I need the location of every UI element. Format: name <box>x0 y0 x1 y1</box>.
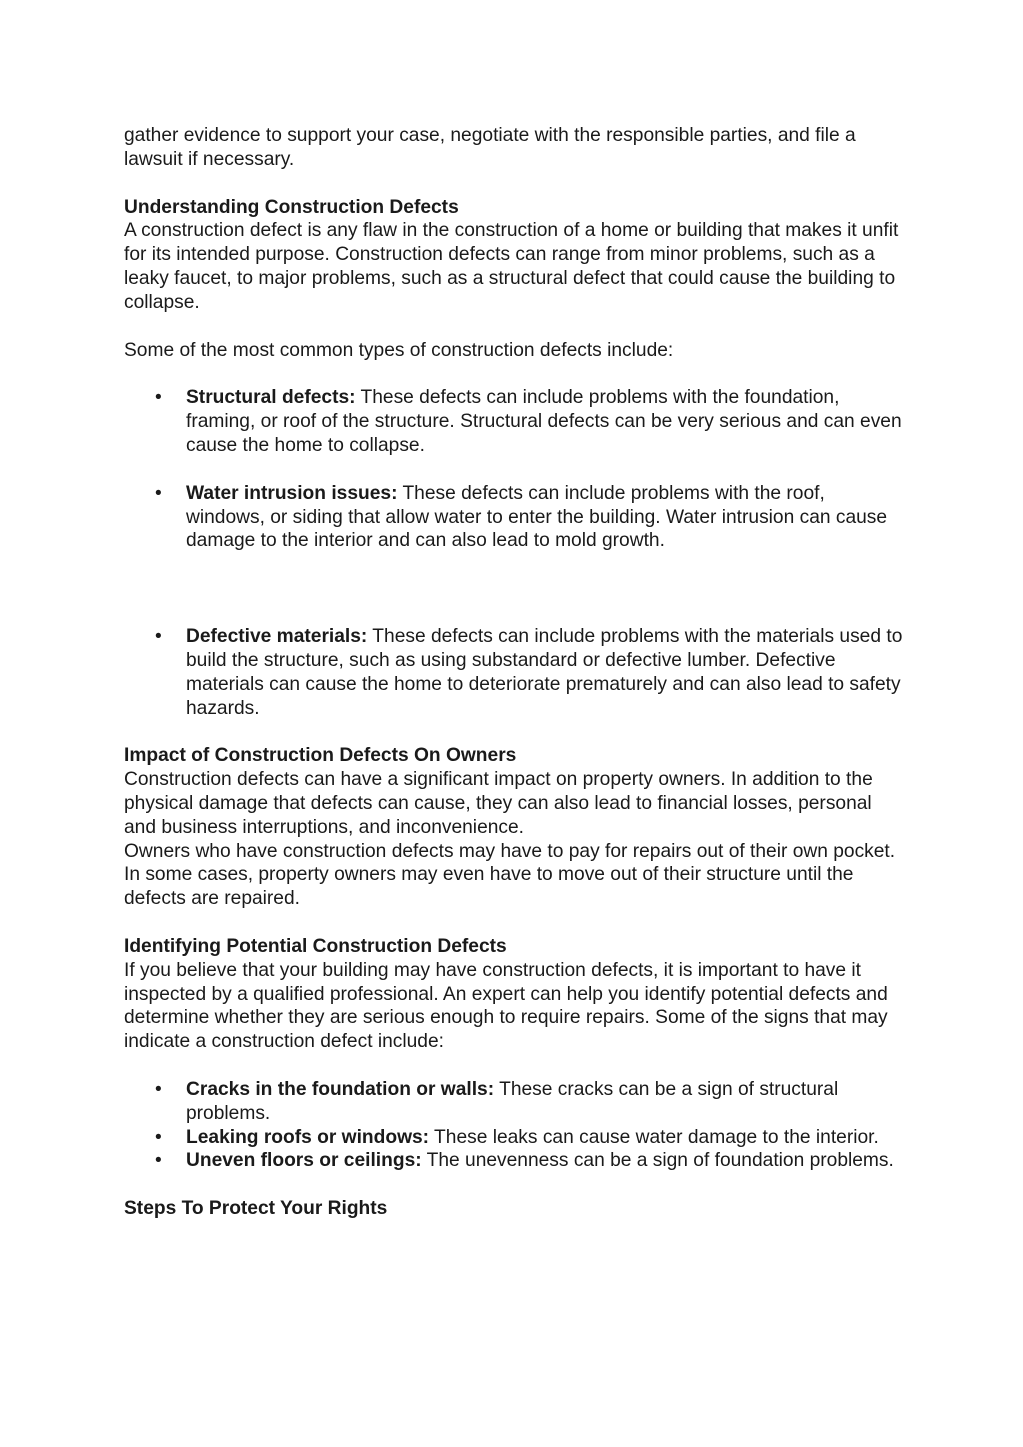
list-item <box>124 1126 904 1150</box>
list-item-text: These defects can include problems with the foundation, framing, or roof of the structure. Structural defects can be very serious and can even cause the home to collapse. <box>186 387 902 456</box>
list-item-text: These defects can include problems with the roof, windows, or siding that allow water to enter the building. Water intrusion can cause damage to the interior and can also lead to mold growth. <box>186 482 888 552</box>
list-item <box>124 1149 904 1173</box>
document-page <box>124 124 904 1221</box>
bullet-icon: • <box>155 387 162 409</box>
section-heading-identifying: Identifying Potential Construction Defects <box>124 935 507 957</box>
list-item-term: Cracks in the foundation or walls: <box>186 1078 495 1100</box>
list-item-term: Defective materials: <box>186 626 368 648</box>
bullet-icon: • <box>155 1078 162 1100</box>
list-item <box>124 386 904 457</box>
section-body-impact-2: Owners who have construction defects may have to pay for repairs out of their own pocket. In some cases, property owners may even have to move out of their structure until the defects are repaired. <box>124 840 896 910</box>
list-item <box>124 625 904 720</box>
list-item-text: These cracks can be a sign of structural problems. <box>186 1078 839 1124</box>
section-body-impact-1: Construction defects can have a significant impact on property owners. In addition to the physical damage that defects can cause, they can also lead to financial losses, personal and business interruptions, and inconvenience. <box>124 769 873 838</box>
list-item-term: Water intrusion issues: <box>186 482 398 504</box>
list-item-term: Leaking roofs or windows: <box>186 1126 430 1148</box>
defect-types-lead: Some of the most common types of construction defects include: <box>124 339 674 361</box>
section-heading-steps: Steps To Protect Your Rights <box>124 1198 388 1220</box>
intro-paragraph: gather evidence to support your case, negotiate with the responsible parties, and file a lawsuit if necessary. <box>124 125 856 170</box>
bullet-icon: • <box>155 1150 162 1172</box>
bullet-icon: • <box>155 1126 162 1148</box>
list-item-text: The unevenness can be a sign of foundation problems. <box>421 1150 894 1172</box>
section-heading-understanding: Understanding Construction Defects <box>124 196 459 218</box>
list-item-term: Uneven floors or ceilings: <box>186 1150 422 1172</box>
section-body-understanding: A construction defect is any flaw in the construction of a home or building that makes it unfit for its intended purpose. Construction defects can range from minor problems, such as a leaky faucet, to major problems, such as a structural defect that could cause the building to collapse. <box>124 220 899 313</box>
bullet-icon: • <box>155 482 162 504</box>
defect-signs-list <box>124 1078 904 1173</box>
section-body-identifying: If you believe that your building may have construction defects, it is important to have it inspected by a qualified professional. An expert can help you identify potential defects and determine whether they are serious enough to require repairs. Some of the signs that may indicate a construction defect include: <box>124 959 888 1053</box>
list-item-term: Structural defects: <box>186 387 356 409</box>
section-heading-impact: Impact of Construction Defects On Owners <box>124 745 517 767</box>
list-item <box>124 482 904 553</box>
list-item <box>124 1078 904 1126</box>
defect-types-list <box>124 386 904 720</box>
list-item-text: These leaks can cause water damage to the interior. <box>429 1126 879 1148</box>
bullet-icon: • <box>155 626 162 648</box>
list-item-text: These defects can include problems with the materials used to build the structure, such as using substandard or defective lumber. Defective materials can cause the home to deteriorate prematurely and can also lead to safety hazards. <box>186 626 903 719</box>
